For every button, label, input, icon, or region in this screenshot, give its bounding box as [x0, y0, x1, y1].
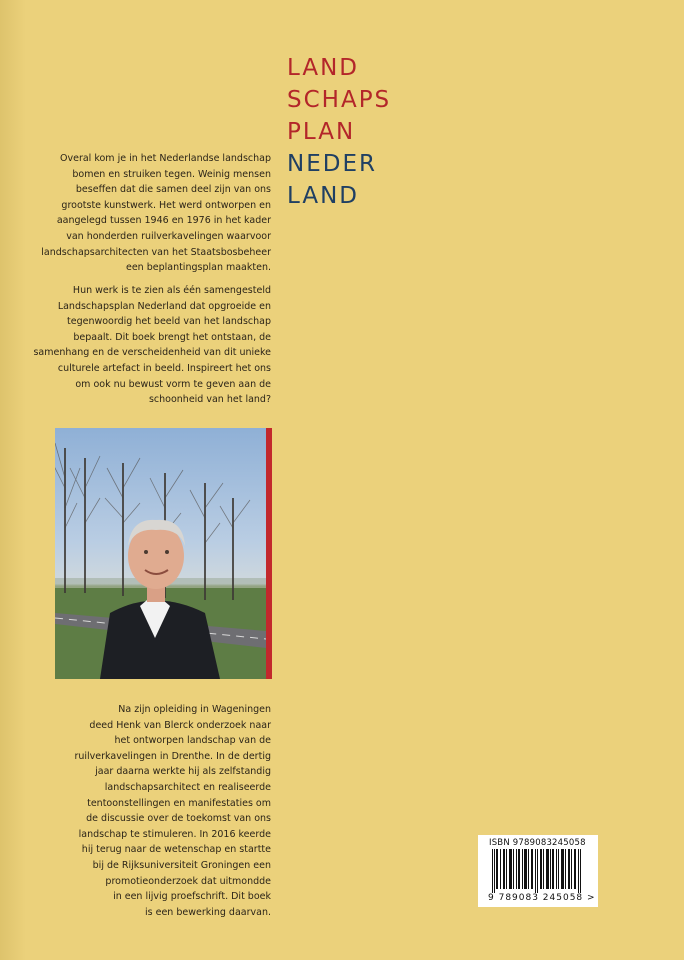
- text-line: schoonheid van het land?: [148, 394, 271, 406]
- text-line: jaar daarna werkte hij als zelfstandig: [95, 766, 271, 778]
- text-line: het ontworpen landschap van de: [114, 735, 271, 747]
- text-line: grootste kunstwerk. Het werd ontworpen en: [61, 199, 271, 211]
- text-line: deed Henk van Blerck onderzoek naar: [89, 719, 271, 731]
- author-bio: [74, 702, 271, 920]
- isbn-label: ISBN 9789083245058: [489, 838, 586, 848]
- text-line: om ook nu bewust vorm te geven aan de: [75, 378, 271, 390]
- text-line: is een bewerking daarvan.: [144, 906, 271, 918]
- text-line: Landschapsplan Nederland dat opgroeide en: [57, 300, 271, 312]
- title-line-1: LAND: [287, 55, 359, 81]
- title-line-5: LAND: [287, 183, 359, 209]
- spine-shadow: [0, 0, 26, 960]
- text-line: Overal kom je in het Nederlandse landschap: [60, 153, 271, 164]
- accent-strip: [266, 428, 272, 679]
- author-photo: [55, 428, 266, 679]
- title-line-2: SCHAPS: [287, 87, 392, 113]
- text-line: tentoonstellingen en manifestaties om: [87, 797, 271, 809]
- text-line: beseffen dat die samen deel zijn van ons: [75, 184, 271, 196]
- blurb-paragraph-2: [33, 283, 271, 408]
- text-line: promotieonderzoek dat uitmondde: [105, 875, 271, 887]
- book-title: [287, 52, 391, 212]
- text-line: culturele artefact in beeld. Inspireert het ons: [57, 362, 271, 374]
- blurb-paragraph-1: [41, 151, 271, 276]
- text-line: bij de Rijksuniversiteit Groningen een: [92, 859, 271, 871]
- text-line: Hun werk is te zien als één samengesteld: [72, 285, 271, 296]
- text-line: in een lijvig proefschrift. Dit boek: [113, 891, 271, 903]
- text-line: van honderden ruilverkavelingen waarvoor: [66, 230, 271, 242]
- title-line-3: PLAN: [287, 119, 356, 145]
- isbn-barcode: [478, 835, 598, 907]
- author-photo-illustration: [55, 428, 266, 679]
- title-line-4: NEDER: [287, 151, 377, 177]
- text-line: bepaalt. Dit boek brengt het ontstaan, de: [73, 331, 271, 343]
- text-line: landschapsarchitecten van het Staatsbosbeheer: [41, 246, 271, 258]
- text-line: hij terug naar de wetenschap en startte: [81, 844, 271, 856]
- text-line: ruilverkavelingen in Drenthe. In de dertig: [74, 750, 271, 762]
- isbn-digits: 9 789083 245058 >: [488, 893, 596, 903]
- text-line: landschap te stimuleren. In 2016 keerde: [78, 828, 271, 840]
- text-line: aangelegd tussen 1946 en 1976 in het kader: [56, 215, 271, 227]
- text-line: de discussie over de toekomst van ons: [86, 813, 271, 825]
- text-line: Na zijn opleiding in Wageningen: [118, 704, 271, 715]
- text-line: tegenwoordig het beeld van het landschap: [67, 316, 271, 328]
- text-line: bomen en struiken tegen. Weinig mensen: [72, 168, 271, 180]
- text-line: samenhang en de verscheidenheid van dit unieke: [33, 347, 271, 359]
- text-line: een beplantingsplan maakten.: [125, 262, 271, 274]
- text-line: landschapsarchitect en realiseerde: [104, 781, 271, 793]
- barcode-bars: [492, 849, 586, 893]
